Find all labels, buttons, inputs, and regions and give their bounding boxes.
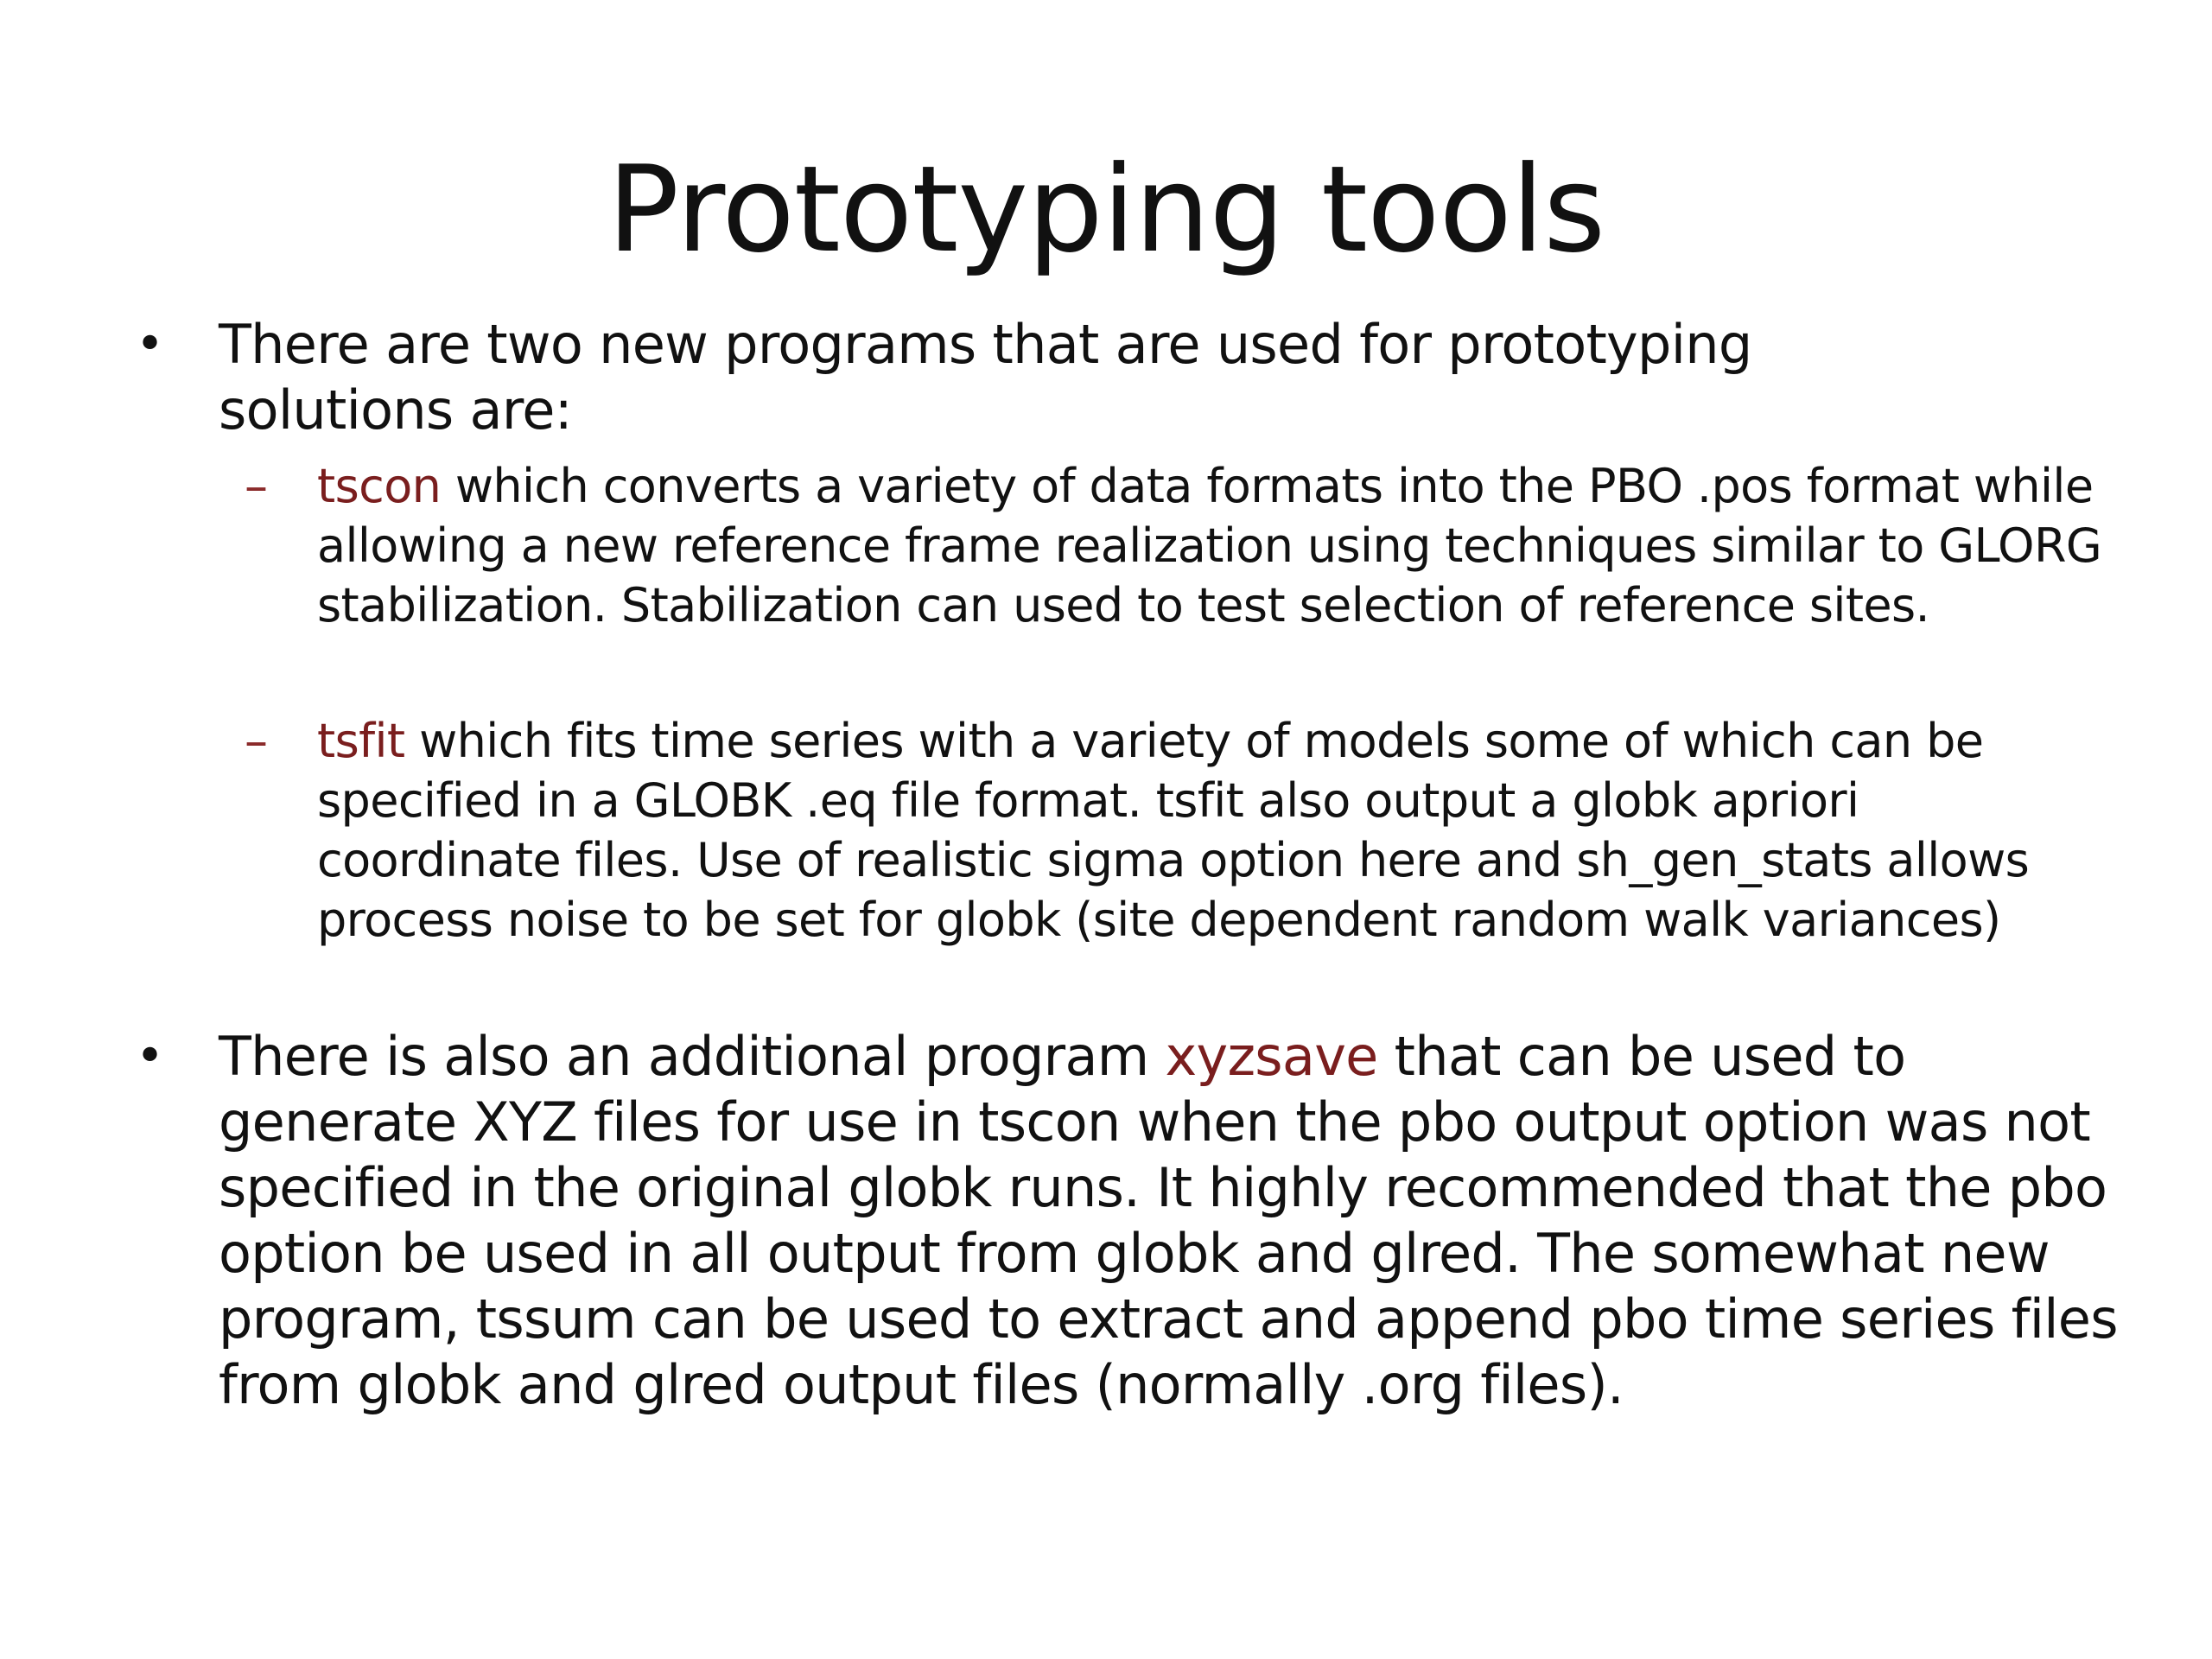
bullet-marker: • [136, 1028, 164, 1084]
bullet-item-2 [136, 1024, 2128, 1418]
sub-bullet-tscon [245, 456, 2114, 635]
sub-bullet-text: which fits time series with a variety of models some of which can be specified in a GLOBK .eq file format. tsfit also output a globk apriori coordinate files. Use of realistic sigma option here and sh_gen_stats allows process noise to be set for globk (site dependent random walk variances) [317, 714, 2030, 947]
bullet-item-1 [136, 312, 1955, 443]
slide-title: Prototyping tools [607, 140, 1605, 279]
bullet-text-pre: There is also an additional program [219, 1025, 1166, 1088]
program-name-tscon: tscon [317, 459, 442, 513]
sub-bullet-tsfit [245, 711, 2114, 950]
program-name-xyzsave: xyzsave [1165, 1025, 1378, 1088]
dash-marker: – [245, 459, 268, 513]
bullet-text-post: that can be used to generate XYZ files for use in tscon when the pbo output option was not specified in the original globk runs. It highly recommended that the pbo option be used in all output from globk and glred. The somewhat new program, tssum can be used to extract and append pbo time series files from globk and glred output files (normally .org files). [219, 1025, 2118, 1416]
bullet-text: There are two new programs that are used for prototyping solutions are: [219, 313, 1752, 442]
sub-bullet-text: which converts a variety of data formats into the PBO .pos format while allowing a new reference frame realization using techniques similar to GLORG stabilization. Stabilization can used to test selection of reference sites. [317, 459, 2102, 632]
program-name-tsfit: tsfit [317, 714, 405, 768]
dash-marker: – [245, 714, 268, 768]
bullet-marker: • [136, 316, 164, 372]
